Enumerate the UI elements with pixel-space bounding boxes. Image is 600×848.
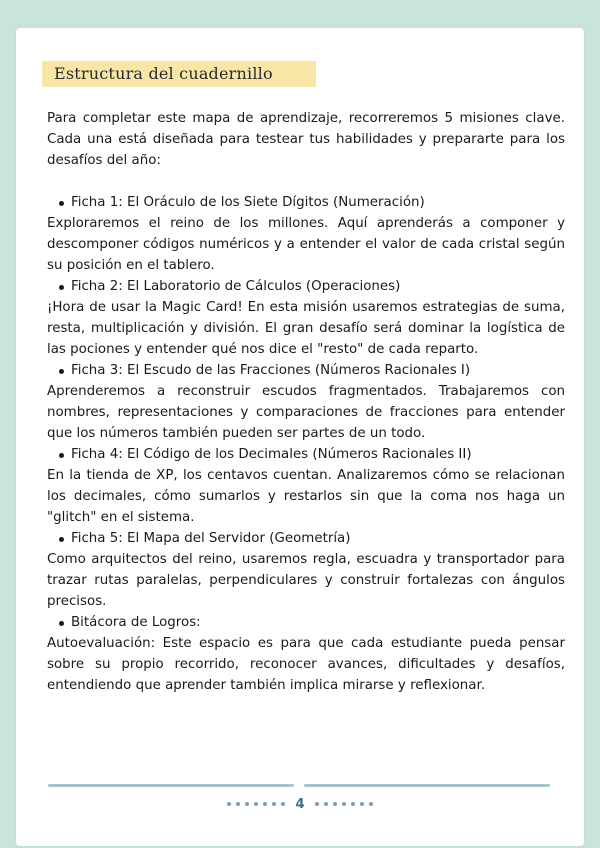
- dot-icon: [281, 802, 285, 806]
- dot-icon: [245, 802, 249, 806]
- ficha-2-text: ¡Hora de usar la Magic Card! En esta misión usaremos estrategias de suma, resta, multiplicación y división. El gran desafío será dominar la logística de las pociones y entender qué nos dice el "resto" de cada reparto.: [47, 300, 565, 357]
- dot-icon: [369, 802, 373, 806]
- footer-divider-left: [48, 784, 294, 787]
- ficha-4-title: Ficha 4: El Código de los Decimales (Números Racionales II): [47, 444, 565, 465]
- ficha-1-title: Ficha 1: El Oráculo de los Siete Dígitos (Numeración): [47, 192, 565, 213]
- dot-icon: [263, 802, 267, 806]
- dot-icon: [324, 802, 328, 806]
- dot-icon: [360, 802, 364, 806]
- ficha-2-title: Ficha 2: El Laboratorio de Cálculos (Operaciones): [47, 276, 565, 297]
- ficha-4-text: En la tienda de XP, los centavos cuentan. Analizaremos cómo se relacionan los decimales, cómo sumarlos y restarlos sin que la coma nos haga un "glitch" en el sistema.: [47, 468, 565, 525]
- page-number: 4: [295, 796, 305, 812]
- dot-icon: [227, 802, 231, 806]
- dot-icon: [236, 802, 240, 806]
- dot-icon: [272, 802, 276, 806]
- dot-icon: [351, 802, 355, 806]
- footer-divider-right: [304, 784, 550, 787]
- bitacora-title: Bitácora de Logros:: [47, 612, 565, 633]
- footer-dots-left: [227, 802, 285, 806]
- ficha-1-text: Exploraremos el reino de los millones. Aquí aprenderás a componer y descomponer códigos numéricos y a entender el valor de cada cristal según su posición en el tablero.: [47, 216, 565, 273]
- page-footer: [0, 794, 600, 814]
- section-title: Estructura del cuadernillo: [54, 64, 273, 83]
- content-body: [47, 108, 565, 696]
- bitacora-text: Autoevaluación: Este espacio es para que cada estudiante pueda pensar sobre su propio recorrido, reconocer avances, dificultades y desafíos, entendiendo que aprender también implica mirarse y reflexionar.: [47, 636, 565, 693]
- ficha-3-text: Aprenderemos a reconstruir escudos fragmentados. Trabajaremos con nombres, representaciones y comparaciones de fracciones para entender que los números también pueden ser partes de un todo.: [47, 384, 565, 441]
- ficha-5-text: Como arquitectos del reino, usaremos regla, escuadra y transportador para trazar rutas paralelas, perpendiculares y construir fortalezas con ángulos precisos.: [47, 552, 565, 609]
- dot-icon: [254, 802, 258, 806]
- ficha-5-title: Ficha 5: El Mapa del Servidor (Geometría): [47, 528, 565, 549]
- dot-icon: [342, 802, 346, 806]
- intro-paragraph: Para completar este mapa de aprendizaje, recorreremos 5 misiones clave. Cada una está diseñada para testear tus habilidades y prepararte para los desafíos del año:: [47, 111, 565, 168]
- dot-icon: [333, 802, 337, 806]
- footer-dots-right: [315, 802, 373, 806]
- ficha-3-title: Ficha 3: El Escudo de las Fracciones (Números Racionales I): [47, 360, 565, 381]
- dot-icon: [315, 802, 319, 806]
